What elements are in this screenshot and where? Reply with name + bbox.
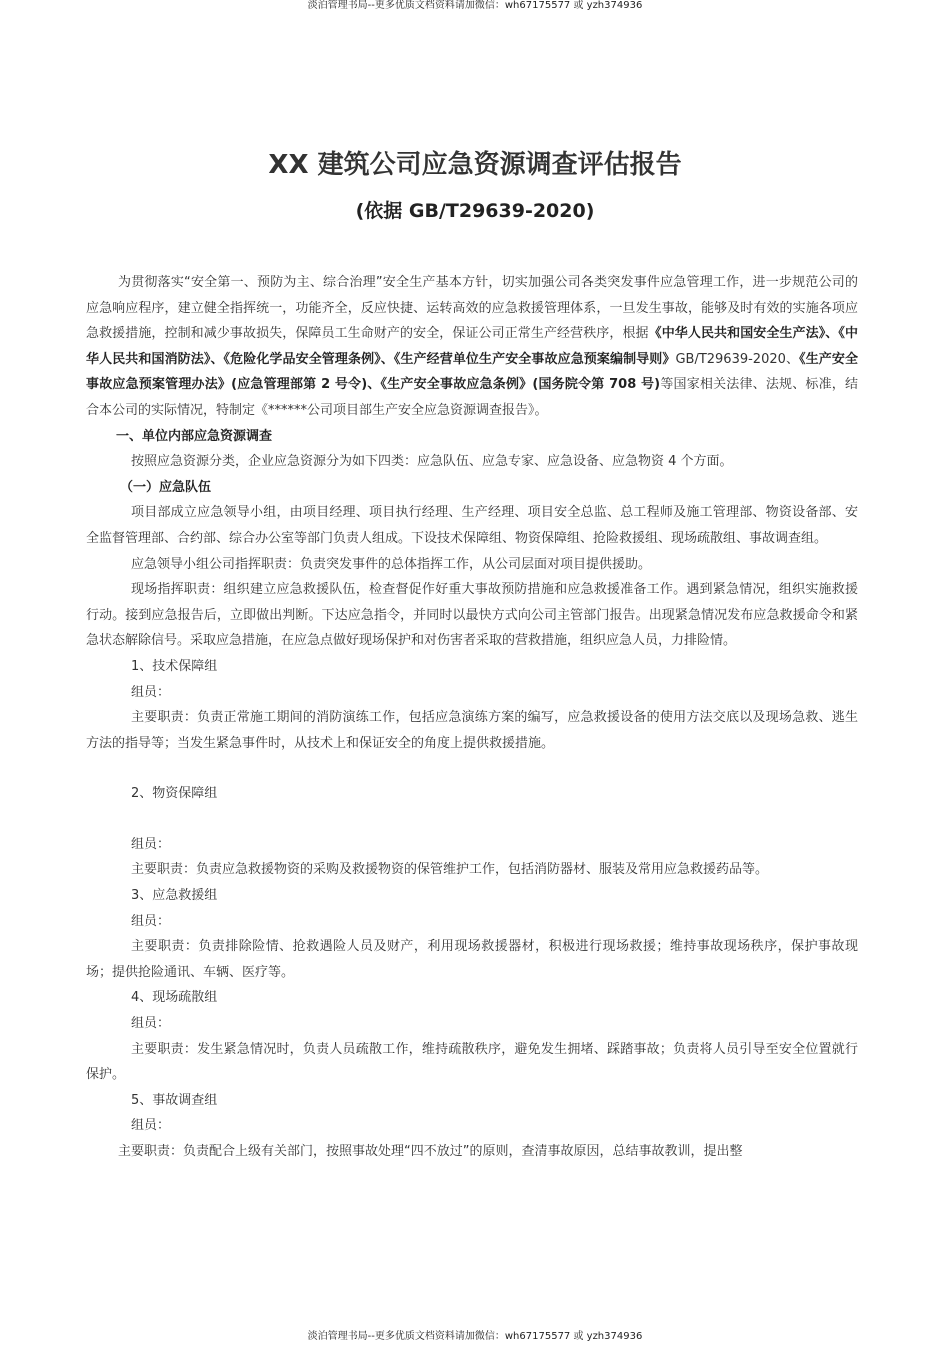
intro-laws-1: 《中华人民共和国安全生产法》、《中华人民共和国消防法》、《危险化学品安全管理条例》、《生产经营单位生产安全事故应急预案编制导则》 [86, 326, 858, 367]
group2-duty: 主要职责：负责应急救援物资的采购及救援物资的保管维护工作，包括消防器材、服装及常用应急救援药品等。 [131, 862, 769, 878]
header-banner: 淡泊管理书局--更多优质文档资料请加微信：wh67175577 或 yzh374936 [307, 0, 643, 11]
sub1-heading: （一）应急队伍 [120, 479, 212, 495]
document-body [86, 270, 858, 1165]
sub1-paragraph-1: 项目部成立应急领导小组，由项目经理、项目执行经理、生产经理、项目安全总监、总工程师及施工管理部、物资设备部、安全监督管理部、合约部、综合办公室等部门负责人组成。下设技术保障组、物资保障组、抢险救援组、现场疏散组、事故调查组。 [86, 505, 858, 546]
group5-members: 组员： [131, 1118, 171, 1134]
group1-title: 1、技术保障组 [131, 658, 218, 674]
section1-text: 按照应急资源分类，企业应急资源分为如下四类：应急队伍、应急专家、应急设备、应急物资 4 个方面。 [131, 454, 733, 470]
group4-members: 组员： [131, 1016, 171, 1032]
group5-duty: 主要职责：负责配合上级有关部门，按照事故处理“四不放过”的原则，查清事故原因，总结事故教训，提出整 [118, 1144, 743, 1159]
intro-text-2: GB/T29639-2020、 [675, 351, 800, 367]
document-title: XX 建筑公司应急资源调查评估报告 [268, 150, 682, 180]
document-subtitle: (依据 GB/T29639-2020) [355, 200, 595, 222]
section1-heading: 一、单位内部应急资源调查 [116, 428, 273, 444]
group1-duty: 主要职责：负责正常施工期间的消防演练工作，包括应急演练方案的编写，应急救援设备的使用方法交底以及现场急救、逃生方法的指导等；当发生紧急事件时，从技术上和保证安全的角度上提供救援措施。 [86, 710, 858, 751]
group3-title: 3、应急救援组 [131, 888, 218, 904]
group2-title: 2、物资保障组 [131, 786, 218, 802]
group3-members: 组员： [131, 913, 171, 929]
intro-text-3: 等国家相关法律、法规、标准，结合本公司的实际情况，特制定《******公司项目部生产安全应急资源调查报告》。 [86, 377, 858, 418]
footer-banner: 淡泊管理书局--更多优质文档资料请加微信：wh67175577 或 yzh374936 [307, 1331, 643, 1342]
intro-text-1: 为贯彻落实“安全第一、预防为主、综合治理”安全生产基本方针，切实加强公司各类突发事件应急管理工作，进一步规范公司的应急响应程序，建立健全指挥统一，功能齐全，反应快捷、运转高效的应急救援管理体系，一旦发生事故，能够及时有效的实施各项应急救援措施，控制和减少事故损失，保障员工生命财产的安全，保证公司正常生产经营秩序，根据 [86, 275, 858, 342]
group3-duty: 主要职责：负责排除险情、抢救遇险人员及财产，利用现场救援器材，积极进行现场救援；维持事故现场秩序，保护事故现场；提供抢险通讯、车辆、医疗等。 [86, 939, 858, 980]
group4-title: 4、现场疏散组 [131, 990, 218, 1006]
sub1-paragraph-2: 应急领导小组公司指挥职责：负责突发事件的总体指挥工作，从公司层面对项目提供援助。 [131, 556, 652, 572]
group5-title: 5、事故调查组 [131, 1092, 218, 1108]
intro-laws-2: 《生产安全事故应急预案管理办法》(应急管理部第 2 号令)、《生产安全事故应急条例》(国务院令第 708 号) [86, 351, 858, 393]
group4-duty: 主要职责：发生紧急情况时，负责人员疏散工作，维持疏散秩序，避免发生拥堵、踩踏事故；负责将人员引导至安全位置就行保护。 [86, 1041, 858, 1083]
spacer [86, 756, 858, 781]
spacer [86, 807, 858, 832]
sub1-paragraph-3: 现场指挥职责：组织建立应急救援队伍，检查督促作好重大事故预防措施和应急救援准备工作。遇到紧急情况，组织实施救援行动。接到应急报告后，立即做出判断。下达应急指令，并同时以最快方式向公司主管部门报告。出现紧急情况发布应急救援命令和紧急状态解除信号。采取应急措施，在应急点做好现场保护和对伤害者采取的营救措施，组织应急人员，力排险情。 [86, 582, 858, 649]
group2-members: 组员： [131, 836, 171, 852]
group1-members: 组员： [131, 684, 171, 700]
intro-paragraph [86, 270, 858, 424]
